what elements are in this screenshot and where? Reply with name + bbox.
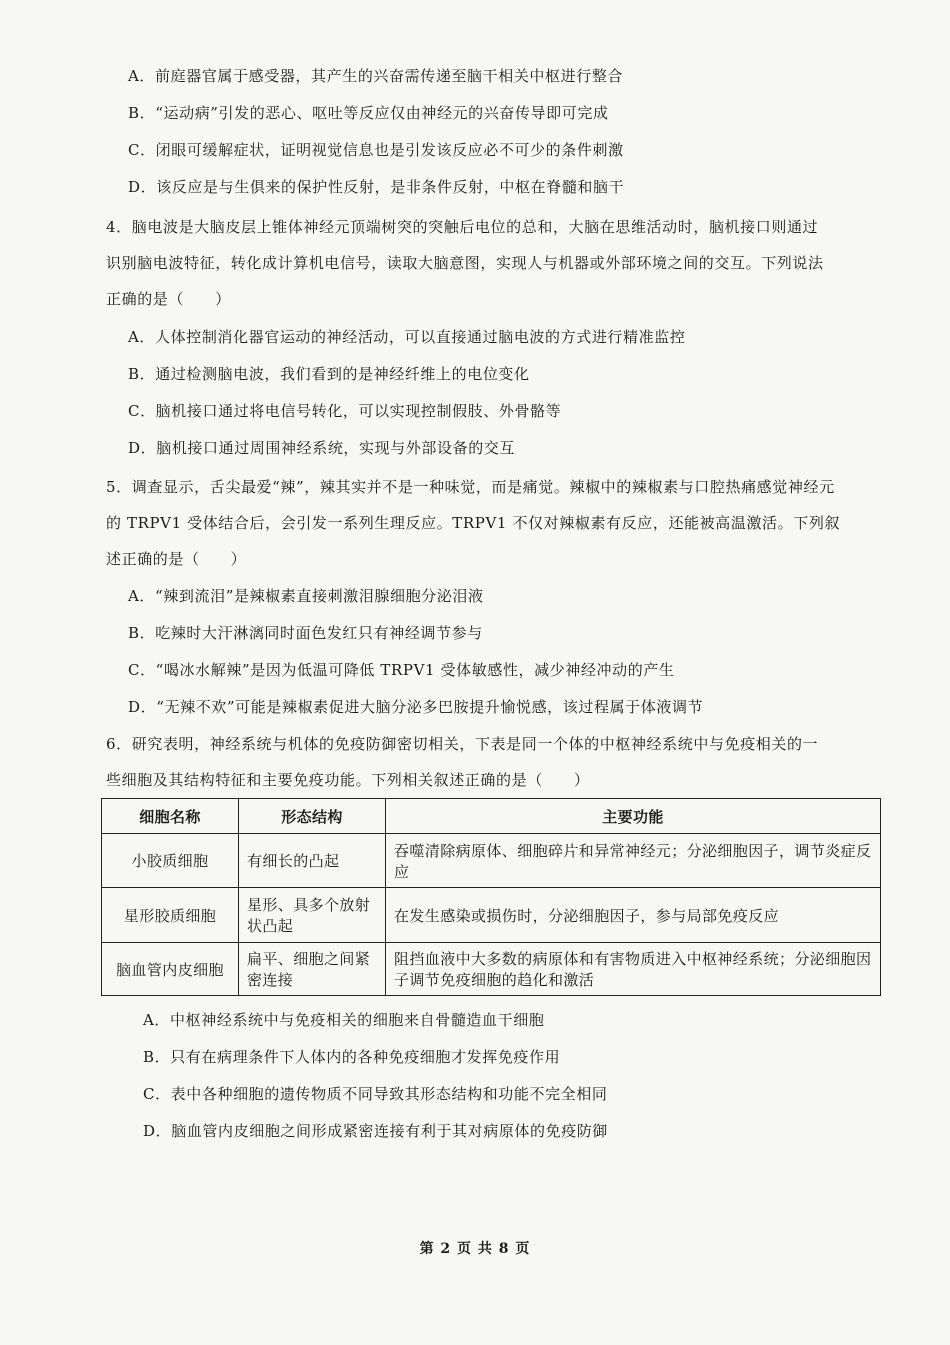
q4-stem-line1: 4．脑电波是大脑皮层上锥体神经元顶端树突的突触后电位的总和，大脑在思维活动时，脑机接口则通过 <box>106 218 819 236</box>
table-row <box>102 943 881 996</box>
q4-stem-line2: 识别脑电波特征，转化成计算机电信号，读取大脑意图，实现人与机器或外部环境之间的交互。下列说法 <box>106 254 824 272</box>
q5-option-b: B．吃辣时大汗淋漓同时面色发红只有神经调节参与 <box>128 624 483 642</box>
q5-option-d: D．“无辣不欢”可能是辣椒素促进大脑分泌多巴胺提升愉悦感，该过程属于体液调节 <box>128 698 704 716</box>
q3-option-d: D．该反应是与生俱来的保护性反射，是非条件反射，中枢在脊髓和脑干 <box>128 178 625 196</box>
table-cell: 阻挡血液中大多数的病原体和有害物质进入中枢神经系统；分泌细胞因子调节免疫细胞的趋化和激活 <box>386 943 881 996</box>
q6-option-a: A．中枢神经系统中与免疫相关的细胞来自骨髓造血干细胞 <box>143 1011 545 1029</box>
table-cell: 小胶质细胞 <box>102 834 239 888</box>
q6-stem-line2: 些细胞及其结构特征和主要免疫功能。下列相关叙述正确的是（ ） <box>106 771 590 789</box>
table-cell: 扁平、细胞之间紧密连接 <box>239 943 386 996</box>
q4-option-a: A．人体控制消化器官运动的神经活动，可以直接通过脑电波的方式进行精准监控 <box>128 328 686 346</box>
table-header-row <box>102 799 881 834</box>
table-row <box>102 888 881 943</box>
q4-option-d: D．脑机接口通过周围神经系统，实现与外部设备的交互 <box>128 439 516 457</box>
q3-option-c: C．闭眼可缓解症状，证明视觉信息也是引发该反应必不可少的条件刺激 <box>128 141 624 159</box>
q3-option-b: B．“运动病”引发的恶心、呕吐等反应仅由神经元的兴奋传导即可完成 <box>128 104 609 122</box>
q5-stem-line1: 5．调查显示，舌尖最爱“辣”，辣其实并不是一种味觉，而是痛觉。辣椒中的辣椒素与口腔热痛感觉神经元 <box>106 478 835 496</box>
q5-option-a: A．“辣到流泪”是辣椒素直接刺激泪腺细胞分泌泪液 <box>128 587 484 605</box>
table-cell: 星形胶质细胞 <box>102 888 239 943</box>
q4-option-c: C．脑机接口通过将电信号转化，可以实现控制假肢、外骨骼等 <box>128 402 562 420</box>
q3-option-a: A．前庭器官属于感受器，其产生的兴奋需传递至脑干相关中枢进行整合 <box>128 67 624 85</box>
table-cell: 在发生感染或损伤时，分泌细胞因子，参与局部免疫反应 <box>386 888 881 943</box>
q5-stem-line2: 的 TRPV1 受体结合后，会引发一系列生理反应。TRPV1 不仅对辣椒素有反应，还能被高温激活。下列叙 <box>106 514 841 532</box>
table-row <box>102 834 881 888</box>
q6-option-c: C．表中各种细胞的遗传物质不同导致其形态结构和功能不完全相同 <box>143 1085 608 1103</box>
table-cell: 吞噬清除病原体、细胞碎片和异常神经元；分泌细胞因子，调节炎症反应 <box>386 834 881 888</box>
q5-option-c: C．“喝冰水解辣”是因为低温可降低 TRPV1 受体敏感性，减少神经冲动的产生 <box>128 661 675 679</box>
cell-function-table <box>101 798 881 996</box>
page-footer: 第 2 页 共 8 页 <box>419 1241 531 1257</box>
q4-option-b: B．通过检测脑电波，我们看到的是神经纤维上的电位变化 <box>128 365 530 383</box>
q5-stem-line3: 述正确的是（ ） <box>106 550 247 568</box>
table-cell: 星形、具多个放射状凸起 <box>239 888 386 943</box>
q6-stem-line1: 6．研究表明，神经系统与机体的免疫防御密切相关，下表是同一个体的中枢神经系统中与免疫相关的一 <box>106 735 819 753</box>
q6-option-b: B．只有在病理条件下人体内的各种免疫细胞才发挥免疫作用 <box>143 1048 561 1066</box>
table-header-cell: 形态结构 <box>239 799 386 834</box>
table-header-cell: 细胞名称 <box>102 799 239 834</box>
table-cell: 有细长的凸起 <box>239 834 386 888</box>
table-cell: 脑血管内皮细胞 <box>102 943 239 996</box>
q6-option-d: D．脑血管内皮细胞之间形成紧密连接有利于其对病原体的免疫防御 <box>143 1122 609 1140</box>
q4-stem-line3: 正确的是（ ） <box>106 290 231 308</box>
table-header-cell: 主要功能 <box>386 799 881 834</box>
